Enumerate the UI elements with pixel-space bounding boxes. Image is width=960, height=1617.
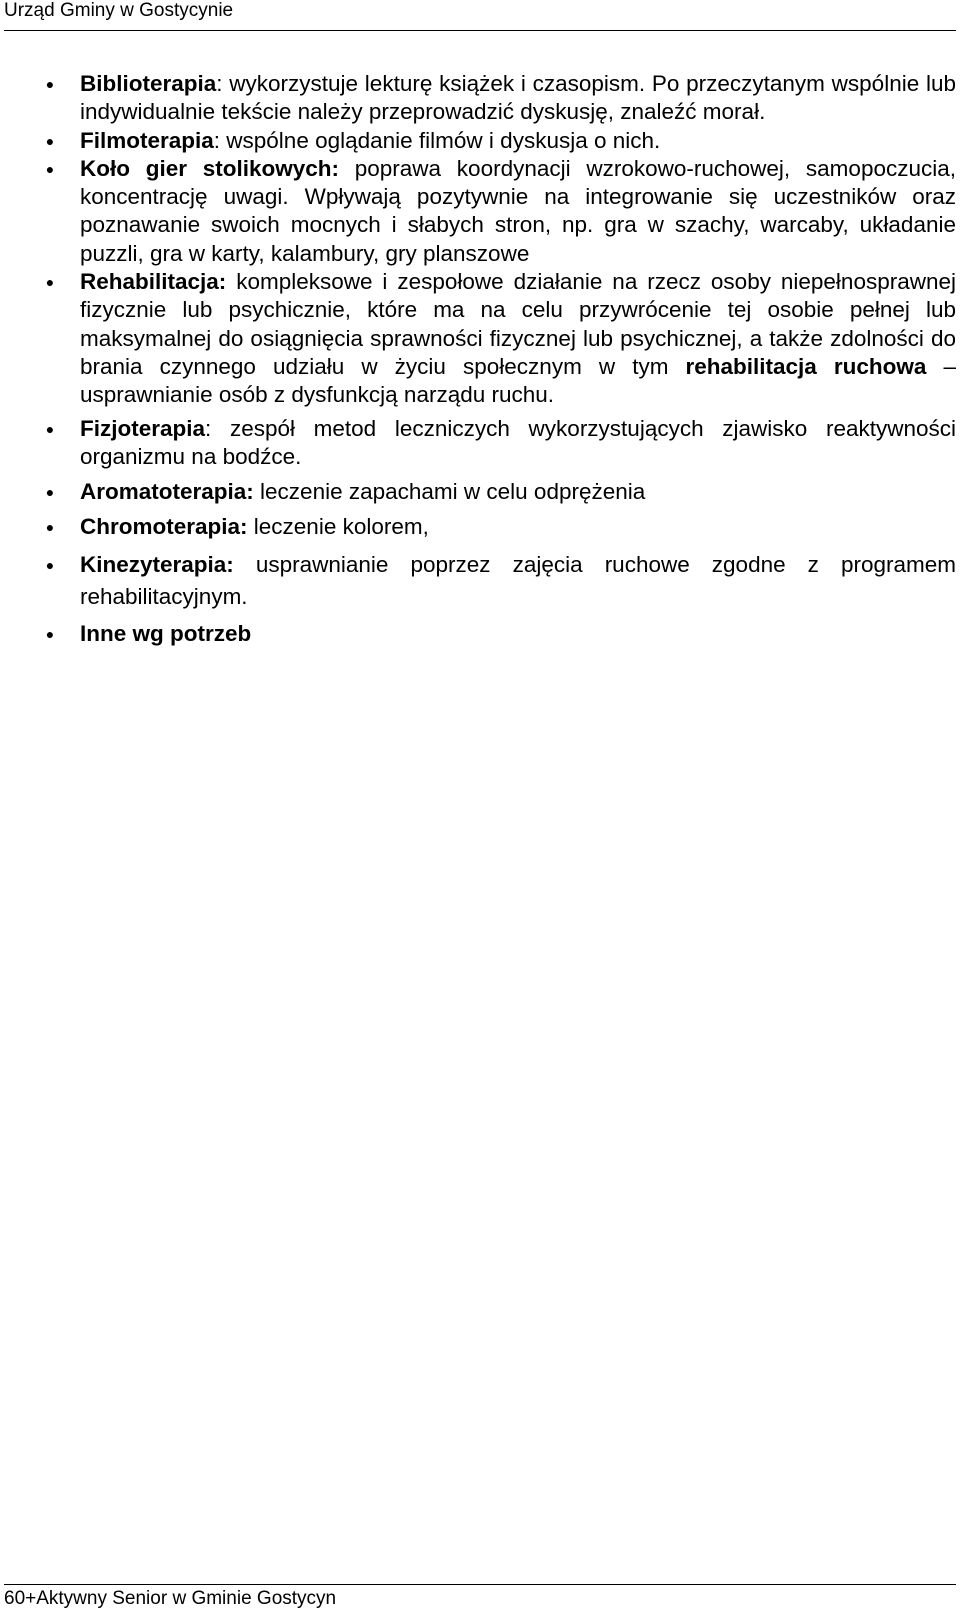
document-body <box>45 70 957 648</box>
item-term: Rehabilitacja: <box>80 269 227 295</box>
bullet-icon: ● <box>45 274 55 291</box>
page-header <box>4 0 956 31</box>
item-term: Koło gier stolikowych: <box>80 155 340 181</box>
list-item-aromatoterapia <box>45 478 956 506</box>
item-term: Inne wg potrzeb <box>80 620 252 646</box>
list-item-chromoterapia <box>45 513 956 541</box>
item-description: leczenie kolorem, <box>247 514 429 540</box>
item-description: kompleksowe i zespołowe działanie na rzecz osoby niepełnosprawnej fizycznie lub psychicznie, które ma na celu przywrócenie tej osobie pełnej lub maksymalnej do osiągnięcia sprawności fizycznej lub psychicznej, a także zdolności do brania czynnego udziału w życiu społecznym w tym <box>80 269 956 379</box>
item-term: Biblioterapia <box>80 71 217 96</box>
page-footer <box>4 1584 956 1609</box>
bullet-icon: ● <box>45 160 55 177</box>
list-item-fizjoterapia <box>45 415 956 472</box>
bullet-icon: ● <box>45 132 55 149</box>
list-item-rehabilitacja <box>45 268 957 409</box>
bullet-icon: ● <box>45 625 55 642</box>
item-term: Chromoterapia: <box>80 514 248 540</box>
item-term: Filmoterapia <box>80 127 214 153</box>
item-term: Kinezyterapia: <box>80 551 234 577</box>
item-subdescription: – usprawnianie osób z dysfunkcją narządu ruchu. <box>80 353 957 408</box>
item-term: Fizjoterapia <box>80 415 206 441</box>
list-item-kolo-gier <box>45 155 956 268</box>
list-item-inne <box>45 620 956 648</box>
bullet-icon: ● <box>45 556 55 573</box>
bullet-icon: ● <box>45 420 55 437</box>
bullet-icon: ● <box>45 519 55 536</box>
footer-text: 60+Aktywny Senior w Gminie Gostycyn <box>4 1588 337 1609</box>
item-description: poprawa koordynacji wzrokowo-ruchowej, samopoczucia, koncentrację uwagi. Wpływają pozytywnie na integrowanie się uczestników oraz poznawanie swoich mocnych i słabych stron, np. gra w szachy, warcaby, układanie puzzli, gra w karty, kalambury, gry planszowe <box>80 155 956 266</box>
bullet-icon: ● <box>45 76 55 92</box>
list-item-biblioterapia <box>45 70 956 127</box>
bullet-icon: ● <box>45 484 55 501</box>
item-description: : zespół metod leczniczych wykorzystujących zjawisko reaktywności organizmu na bodźce. <box>80 415 956 469</box>
item-term: Aromatoterapia: <box>80 479 254 505</box>
therapy-list <box>45 70 957 648</box>
item-subterm: rehabilitacja ruchowa <box>685 353 927 379</box>
header-title: Urząd Gminy w Gostycynie <box>4 0 234 21</box>
item-description: usprawnianie poprzez zajęcia ruchowe zgodne z programem rehabilitacyjnym. <box>80 551 956 609</box>
item-description: leczenie zapachami w celu odprężenia <box>253 479 646 505</box>
list-item-filmoterapia <box>45 127 956 155</box>
item-description: : wykorzystuje lekturę książek i czasopism. Po przeczytanym wspólnie lub indywidualnie tekście należy przeprowadzić dyskusję, znaleźć morał. <box>80 71 956 125</box>
list-item-kinezyterapia <box>45 549 956 613</box>
item-description: : wspólne oglądanie filmów i dyskusja o nich. <box>213 127 661 153</box>
